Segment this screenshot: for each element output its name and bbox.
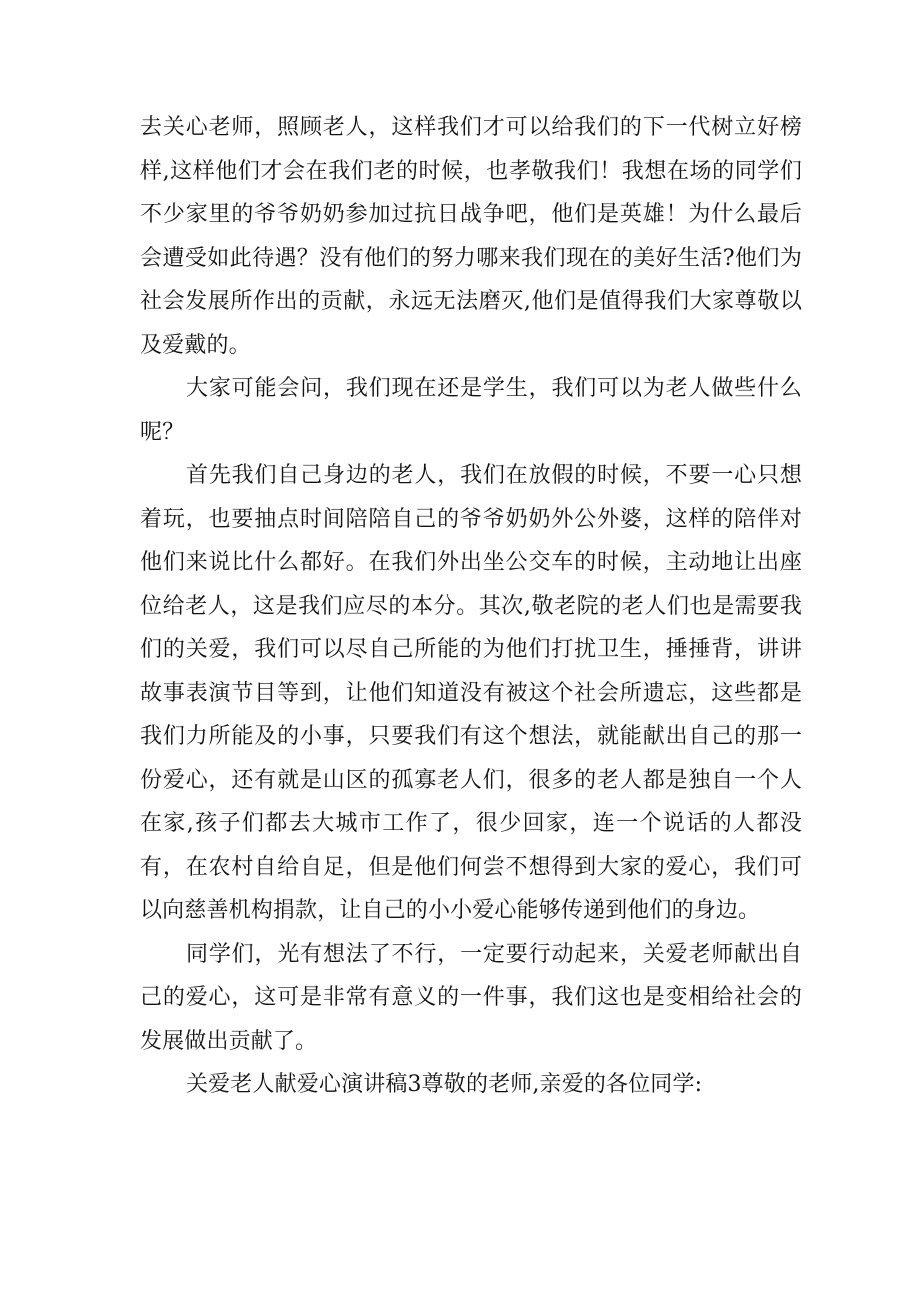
paragraph-5: 关爱老人献爱心演讲稿3尊敬的老师,亲爱的各位同学: xyxy=(186,1072,703,1097)
paragraph-4: 同学们，光有想法了不行，一定要行动起来，关爱老师献出自己的爱心，这可是非常有意义的一件事，我们这也是变相给社会的发展做出贡献了。 xyxy=(140,941,802,1054)
paragraph-3: 首先我们自己身边的老人，我们在放假的时候，不要一心只想着玩，也要抽点时间陪陪自己的爷爷奶奶外公外婆，这样的陪伴对他们来说比什么都好。在我们外出坐公交车的时候，主动地让出座位给老人，这是我们应尽的本分。其次,敬老院的老人们也是需要我们的关爱，我们可以尽自己所能的为他们打扰卫生，捶捶背，讲讲故事表演节目等到，让他们知道没有被这个社会所遗忘，这些都是我们力所能及的小事，只要我们有这个想法，就能献出自己的那一份爱心，还有就是山区的孤寡老人们，很多的老人都是独自一个人在家,孩子们都去大城市工作了，很少回家，连一个说话的人都没有，在农村自给自足，但是他们何尝不想得到大家的爱心，我们可以向慈善机构捐款，让自己的小小爱心能够传递到他们的身边。 xyxy=(140,463,802,923)
paragraph-2: 大家可能会问，我们现在还是学生，我们可以为老人做些什么呢？ xyxy=(140,376,802,445)
document-body xyxy=(140,106,802,1107)
paragraph-1: 去关心老师，照顾老人，这样我们才可以给我们的下一代树立好榜样,这样他们才会在我们老的时候，也孝敬我们！我想在场的同学们不少家里的爷爷奶奶参加过抗日战争吧，他们是英雄！为什么最后会遭受如此待遇？没有他们的努力哪来我们现在的美好生活?他们为社会发展所作出的贡献，永远无法磨灭,他们是值得我们大家尊敬以及爱戴的。 xyxy=(140,115,802,358)
